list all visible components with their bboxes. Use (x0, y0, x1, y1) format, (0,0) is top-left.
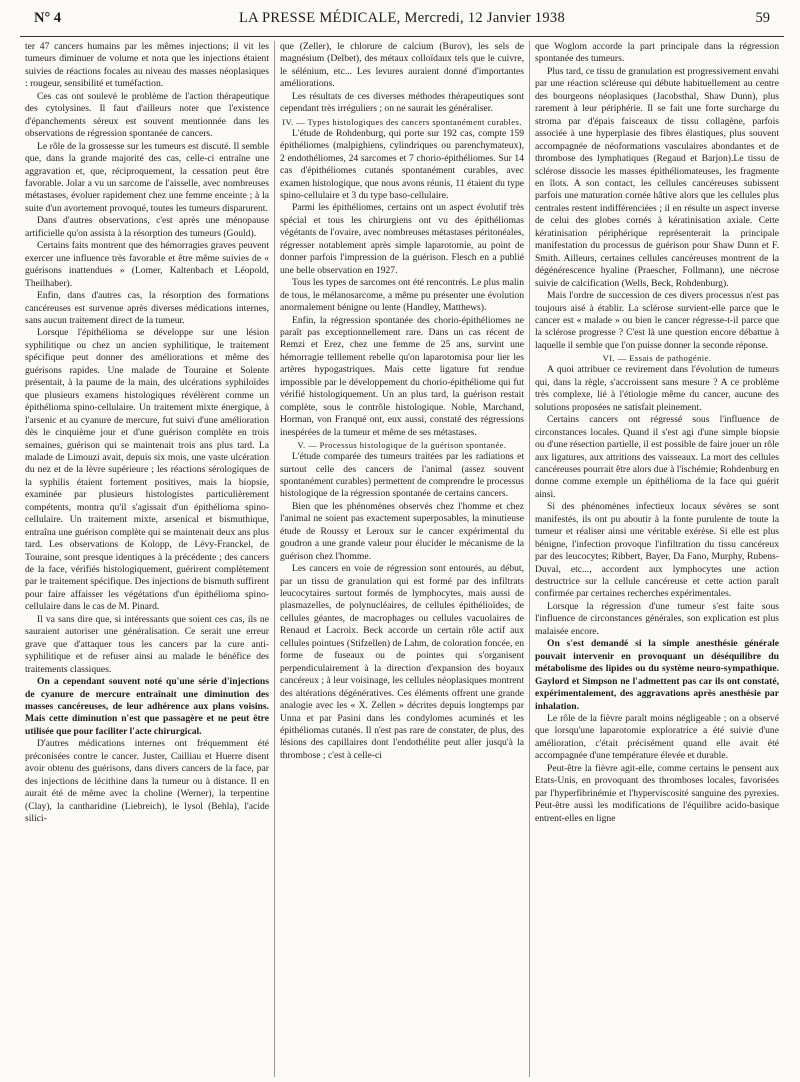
paragraph: Parmi les épithéliomes, certains ont un aspect évolutif très spécial et tous les chirurgiens ont vu des épithéliomas végétants de l'ovaire, avec nombreuses métastases péritonéales, régresser notablement après simple laparotomie, au point de donner parfois l'impression de la guérison. Flesch en a publié une belle observation en 1927. (280, 202, 524, 276)
paragraph: D'autres médications internes ont fréquemment été préconisées contre le cancer. Juster, Cailliau et Huerre disent avoir obtenu des guérisons, dans divers cancers de la face, par des injections de lécithine dans la tumeur ou à distance. Il en aurait été de même avec la choline (Werner), la terpentine (Clay), la cantharidine (Liebreich), le lysol (Behla), l'acide silici- (25, 738, 269, 825)
section-heading: V. — Processus histologique de la guérison spontanée. (297, 440, 507, 451)
paragraph: que (Zeller), le chlorure de calcium (Burov), les sels de magnésium (Delbet), des métaux colloïdaux tels que le cuivre, le sélénium, etc... Les levures auraient donné d'importantes améliorations. (280, 41, 524, 90)
paragraph: Le rôle de la fièvre paraît moins négligeable ; on a observé que lorsqu'une laparotomie exploratrice a été suivie d'une amélioration, c'était précisément quand elle avait été accompagnée d'une température élevée et durable. (535, 713, 779, 762)
page-header (20, 0, 784, 37)
paragraph: L'étude de Rohdenburg, qui porte sur 192 cas, compte 159 épithéliomes (malpighiens, cylindriques ou parenchymateux), 2 endothéliomes, 24 sarcomes et 7 chorio-épithéliomes. Sur 14 cas d'épithéliomes cutanés spontanément curables, avec examen histologique, que nous avons réunis, 11 étaient du type spino-cellulaire et 3 du type baso-cellulaire. (280, 127, 524, 201)
paragraph: Ces cas ont soulevé le problème de l'action thérapeutique des cytolysines. Il faut d'ailleurs noter que l'existence d'épanchements séreux est souvent mentionnée dans les observations de régression spontanée de cancers. (25, 90, 269, 140)
paragraph: Peut-être la fièvre agit-elle, comme certains le pensent aux Etats-Unis, en provoquant des thromboses locales, favorisées par l'hyperfibrinémie et l'hyperviscosité sanguine des pyrexies. Peut-être aussi les modifications de l'équilibre acido-basique entrent-elles en ligne (535, 762, 779, 824)
paragraph: que Woglom accorde la part principale dans la régression spontanée des tumeurs. (535, 41, 779, 65)
paragraph: ter 47 cancers humains par les mêmes injections; il vit les tumeurs diminuer de volume et nota que les injections étaient suivies de réactions focales au niveau des masses néoplasiques : rougeur, sensibilité et tuméfaction. (25, 41, 269, 90)
paragraph: Enfin, dans d'autres cas, la résorption des formations cancéreuses est survenue après diverses médications internes, sans aucun traitement direct de la tumeur. (25, 290, 269, 326)
paragraph: On s'est demandé si la simple anesthésie générale pouvait intervenir en provoquant un déséquilibre du métabolisme des lipides ou du système neuro-sympathique. Gaylord et Simpson ne l'admettent pas car ils ont constaté, expérimentalement, des aggravations après anesthésie par inhalation. (535, 638, 779, 712)
paragraph: Lorsque l'épithélioma se développe sur une lésion syphilitique ou chez un ancien syphilitique, le traitement spécifique peut donner des améliorations et même des guérisons rapides. Une malade de Touraine et Solente présentait, à la paume de la main, des ulcérations syphiloïdes que plusieurs examens histologiques révélèrent comme un épithélioma spino-cellulaire. Un traitement mixte énergique, à l'arsenic et au cyanure de mercure, fut suivi d'une amélioration dès le cinquième jour et d'une guérison complète en trois semaines, guérison qui se maintenait trois ans plus tard. La malade de Limouzi avait, depuis six mois, une vaste ulcération du nez et de la lèvre supérieure ; les réactions sérologiques de la syphilis étaient fortement positives, mais la biopsie, examinée par plusieurs histologistes particulièrement compétents, montra qu'il s'agissait d'un épithélioma spino-cellulaire. Un traitement mixte, arsenical et bismuthique, entraîna une guérison complète qui se maintenait deux ans plus tard. Les observations de Kolopp, de Lévy-Franckel, de Touraine, sont presque identiques à la précédente ; des cancers de la face, vérifiés histologiquement, guérirent complètement par le traitement spécifique. Des injections de bismuth suffirent pour faire affaisser les végétations d'un épithélioma spino-cellulaire dans le cas de M. Pinard. (25, 327, 269, 613)
column-3 (529, 41, 784, 1077)
paragraph: Les cancers en voie de régression sont entourés, au début, par un tissu de granulation qui est formé par des infiltrats leucocytaires surtout formés de lymphocytes, mais aussi de plasmazelles, de polynucléaires, de cellules épithélioïdes, de cellules géantes, de macrophages ou cellules vacuolaires de Renaud et Lacroix. Beck accorde un certain rôle actif aux cellules pointues (Stifzellen) de Lahm, de coloration foncée, en forme de fuseaux ou de pointes qui s'organisent perpendiculairement à la direction d'expansion des boyaux cancéreux ; à leur voisinage, les cellules néoplasiques montrent des altérations dégénératives. Ces éléments offrent une grande analogie avec les « X. Zellen » décrites depuis longtemps par Unna et par Pasini dans les condylomes acuminés et les épithéliomas cutanés. Il n'est pas rare de constater, de plus, des lésions des capillaires dont l'endothélite peut aller jusqu'à la thrombose ; c'est à celle-ci (280, 563, 524, 761)
paragraph: Certains faits montrent que des hémorragies graves peuvent exercer une influence très favorable et être même suivies de « guérisons inattendues » (Lomer, Kaltenbach et Léopold, Theilhaber). (25, 240, 269, 289)
paragraph: Si des phénomènes infectieux locaux sévères se sont manifestés, ils ont pu aboutir à la fonte purulente de toute la tumeur et réaliser ainsi une véritable exérèse. Si elle est plus bénigne, l'infection provoque l'infiltration du tissu cancéreux par des leucocytes; Ribbert, Bayer, Da Fano, Murphy, Rubens-Duval, etc..., accordent aux lymphocytes une action destructrice sur la cellule cancéreuse et cette action paraît confirmée par certaines recherches expérimentales. (535, 501, 779, 600)
paragraph: Le rôle de la grossesse sur les tumeurs est discuté. Il semble que, dans la grande majorité des cas, celle-ci entraîne une aggravation et, que, réciproquement, la cessation peut être favorable. Jolar a vu un sarcome de l'aisselle, avec nombreuses métastases, évoluer rapidement chez une femme enceinte ; à la suite d'un avortement provoqué, toutes les tumeurs disparurent. (25, 140, 269, 214)
paragraph: Dans d'autres observations, c'est après une ménopause artificielle qu'on assista à la résorption des tumeurs (Gould). (25, 215, 269, 239)
issue-number: N° 4 (34, 10, 62, 26)
paragraph: Bien que les phénomènes observés chez l'homme et chez l'animal ne soient pas exactement superposables, la minutieuse étude de Roussy et Leroux sur le cancer expérimental du goudron a une grande valeur pour élucider le mécanisme de la guérison chez l'homme. (280, 500, 524, 562)
paragraph: Plus tard, ce tissu de granulation est progressivement envahi par une réaction scléreuse qui débute habituellement au centre des bourgeons néoplasiques (Jacobsthal, Shaw Dunn), plus rarement à leur périphérie. Il se fait une forte surcharge du stroma par d'épais faisceaux de tissu collagène, parfois associée à une hyperplasie des fibres élastiques, plus souvent accompagnée de néoformations vasculaires abondantes et de thrombose des lymphatiques (Regaud et Barjon).Le tissu de sclérose dissocie les masses épithéliomateuses, les fragmente en îlots. A son contact, les cellules cancéreuses subissent parfois une maturation cornée hâtive alors que les cellules plus centrales restent indifférenciées ; il en résulte un aspect inverse de celui des globes cornés à kératinisation axiale. Cette kératinisation périphérique représenterait la principale manifestation du processus de guérison pour Shaw Dunn et F. Smith. Ailleurs, certaines cellules cancéreuses montrent de la dégénérescence hyaline (Praescher, Follmann), une nécrose suivie de calcification (Wells, Beck, Rohdenburg). (535, 65, 779, 289)
paragraph: Certains cancers ont régressé sous l'influence de circonstances locales. Quand il s'est agi d'une simple biopsie ou d'une résection partielle, il est possible de faire jouer un rôle aux ligatures, aux attritions des vaisseaux. La mort des cellules cancéreuses pourrait être alors due à l'ischémie; Rohdenburg en donne comme exemple un épithélioma de la face qui guérit ainsi. (535, 414, 779, 500)
column-1 (20, 41, 274, 1077)
paragraph: On a cependant souvent noté qu'une série d'injections de cyanure de mercure entraînait une diminution des masses cancéreuses, de leur adhérence aux plans voisins. Mais cette diminution n'est que passagère et ne peut être utilisée que pour faciliter l'acte chirurgical. (25, 676, 269, 737)
paragraph: Les résultats de ces diverses méthodes thérapeutiques sont cependant très irréguliers ; on ne saurait les généraliser. (280, 90, 524, 115)
paragraph: A quoi attribuer ce revirement dans l'évolution de tumeurs qui, dans la règle, s'accroissent sans mesure ? A ce problème très complexe, lié à l'étiologie même du cancer, aucune des solutions proposées ne satisfait pleinement. (535, 364, 779, 413)
section-heading: VI. — Essais de pathogénie. (602, 353, 712, 364)
paragraph: L'étude comparée des tumeurs traitées par les radiations et surtout celle des cancers de l'animal (assez souvent spontanément curables) permettent de comprendre le processus histologique de la régression spontanée de certains cancers. (280, 451, 524, 500)
journal-title: LA PRESSE MÉDICALE, Mercredi, 12 Janvier 1938 (238, 10, 566, 26)
paragraph: Tous les types de sarcomes ont été rencontrés. Le plus malin de tous, le mélanosarcome, a même pu présenter une évolution anormalement bénigne ou lente (Handley, Matthews). (280, 277, 524, 314)
column-2 (274, 41, 529, 1077)
section-heading: IV. — Types histologiques des cancers spontanément curables. (282, 116, 522, 127)
paragraph: Il va sans dire que, si intéressants que soient ces cas, ils ne sauraient autoriser une généralisation. Ce serait une erreur grave que d'attaquer tous les cancers par la cure anti-syphilitique et de refuser ainsi au malade le bénéfice des traitements classiques. (25, 613, 269, 675)
paragraph: Lorsque la régression d'une tumeur s'est faite sous l'influence de circonstances générales, son explication est plus malaisée encore. (535, 600, 779, 637)
paragraph: Mais l'ordre de succession de ces divers processus n'est pas toujours aisé à établir. La sclérose survient-elle parce que le cancer est « malade » ou bien le cancer régresse-t-il parce que la sclérose progresse ? C'est là une question encore débattue à laquelle il semble que l'on puisse donner la seconde réponse. (535, 290, 779, 351)
text-columns (20, 41, 784, 1077)
page-number: 59 (755, 10, 770, 26)
paragraph: Enfin, la régression spontanée des chorio-épithéliomes ne paraît pas exceptionnellement rare. Dans un cas récent de Remzi et Erez, chez une femme de 25 ans, survint une hémorragie telllement rebelle qu'on laparotomisa pour lier les artères hypogastriques. Mais cette ligature fut rendue impossible par le développement du chorio-épithéliome qui fut vérifié histologiquement. Un an plus tard, la guérison restait complète, sous le contrôle histologique. Noble, Marchand, Horman, von Franqué ont, eux aussi, constaté des régressions inespérées de la tumeur et même de ses métastases. (280, 314, 524, 438)
